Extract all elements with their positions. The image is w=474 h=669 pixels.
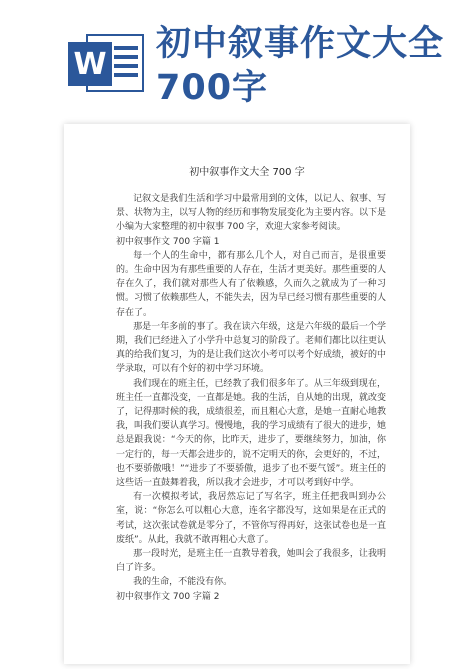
document-title: 初中叙事作文大全 700 字 [189, 167, 305, 178]
section-heading: 初中叙事作文 700 字篇 2 [116, 591, 220, 602]
word-logo-tile: W [68, 42, 112, 86]
document-body [116, 192, 386, 604]
body-paragraph: 我的生命，不能没有你。 [133, 577, 233, 588]
body-paragraph: 那是一年多前的事了。我在读六年级，这是六年级的最后一个学期，我们已经进入了小学升中总复习的阶段了。老师们都比以往更认真的给我们复习，为的是让我们这次小考可以考个好成绩，被好的中学录取，可以有个好的初中学习环境。 [116, 321, 387, 375]
banner-title [156, 22, 444, 110]
banner [0, 0, 474, 122]
banner-title-line2: 700字 [156, 68, 269, 108]
body-paragraph: 我们现在的班主任，已经教了我们很多年了。从三年级到现在，班主任一直都没变，一直都是她。我的生活，自从她的出现，就改变了，记得那时候的我，成绩很差，而且粗心大意，是她一直耐心地教我，叫我们要认真学习。慢慢地，我的学习成绩有了很大的进步，她总是跟我说：“今天的你，比昨天，进步了，要继续努力，加油，你一定行的，每一天都会进步的，说不定明天的你，会更好的，不过，也不要骄傲哦！”“进步了不要骄傲，退步了也不要气馁”。班主任的这些话一直鼓舞着我，所以我才会进步，才可以考到好中学。 [116, 378, 387, 489]
banner-title-line1: 初中叙事作文大全 [156, 24, 445, 64]
document-page [64, 124, 410, 664]
body-paragraph: 每一个人的生命中，都有那么几个人，对自己而言，是很重要的。生命中因为有那些重要的人存在，生活才更美好。那些重要的人存在久了，我们就对那些人有了依赖感，久而久之就成为了一种习惯。习惯了依赖那些人，不能失去，因为早已经习惯有那些重要的人存在了。 [116, 250, 387, 318]
body-paragraph: 记叙文是我们生活和学习中最常用到的文体，以记人、叙事、写景、状物为主，以写人物的经历和事物发展变化为主要内容。以下是小编为大家整理的初中叙事 700 字，欢迎大家参考阅读。 [116, 194, 387, 233]
body-paragraph: 那一段时光，是班主任一直教导着我，她叫会了我很多，让我明白了许多。 [116, 549, 386, 574]
word-document-icon [68, 28, 146, 98]
section-heading: 初中叙事作文 700 字篇 1 [116, 236, 220, 247]
body-paragraph: 有一次模拟考试，我居然忘记了写名字，班主任把我叫到办公室，说：“你怎么可以粗心大意，连名字都没写，这如果是在正式的考试，这次张试卷就是零分了，不管你写得再好，这张试卷也是一直废纸”。从此，我就不敢再粗心大意了。 [116, 492, 387, 545]
